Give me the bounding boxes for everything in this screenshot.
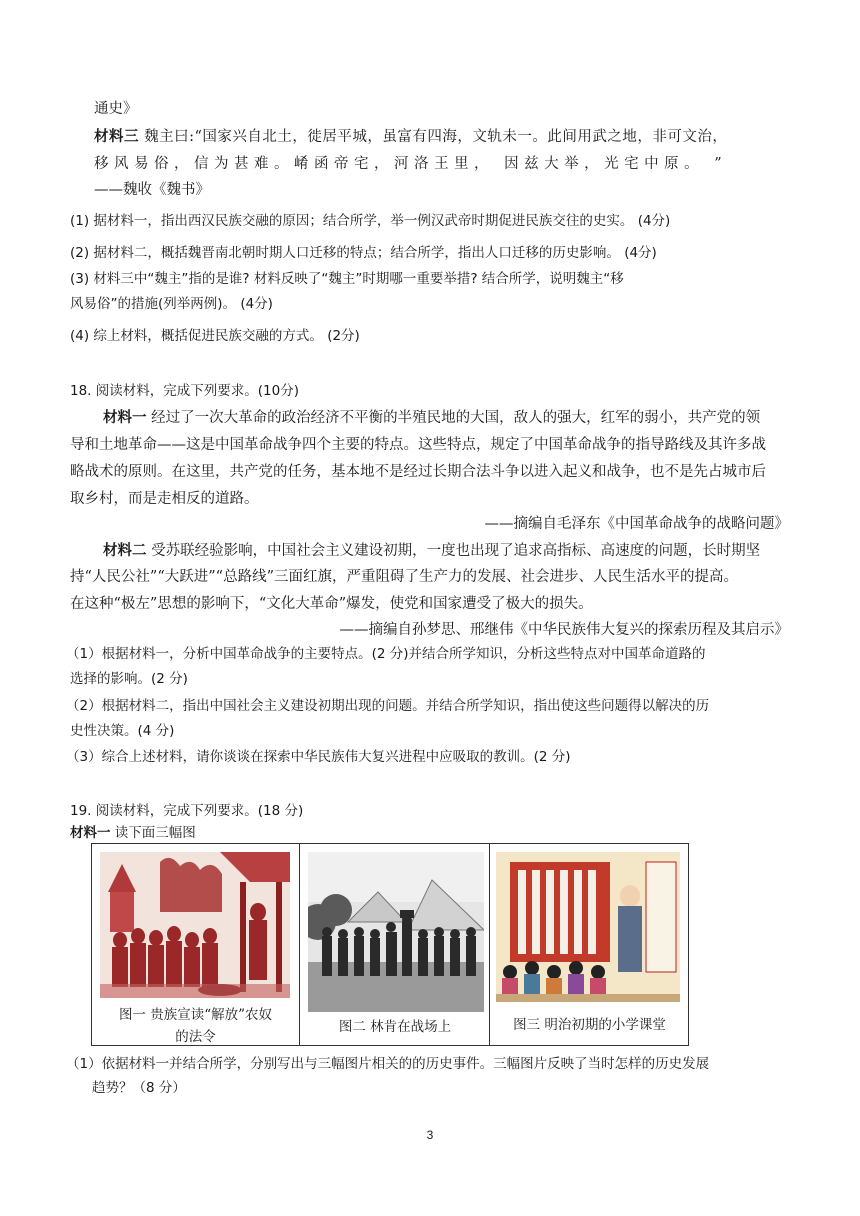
figure-1-caption-line2: 的法令 xyxy=(175,1029,216,1045)
q18-material2-line3: 在这种“极左”思想的影响下，“文化大革命”爆发，使党和国家遭受了极大的损失。 xyxy=(70,596,593,612)
figure-1-illustration xyxy=(100,852,290,998)
page-number: 3 xyxy=(426,1128,434,1142)
q18-material1-line4: 取乡村，而是走相反的道路。 xyxy=(70,491,259,507)
q19-material1-line xyxy=(70,823,196,843)
q18-material1-line3: 略战术的原则。在这里，共产党的任务，基本地不是经过长期合法斗争以进入起义和战争，也不是先占城市后 xyxy=(70,464,766,480)
q18-material1-source: ——摘编自毛泽东《中国革命战争的战略问题》 xyxy=(484,516,789,532)
figure-1-caption-line1: 图一 贵族宣读“解放”农奴 xyxy=(118,1007,273,1023)
q17-subquestion-2: (2) 据材料二，概括魏晋南北朝时期人口迁移的特点；结合所学，指出人口迁移的历史影响。 (4分) xyxy=(70,245,657,261)
figure-2-caption xyxy=(302,1016,488,1038)
figure-2-image xyxy=(308,852,484,1012)
q18-material1-text: 经过了一次大革命的政治经济不平衡的半殖民地的大国，敌人的强大，红军的弱小，共产党的领 xyxy=(146,410,761,426)
q17-material3-label: 材料三 xyxy=(94,128,139,145)
q17-material3-line2: 移风易俗，信为甚难。崤函帝宅，河洛王里， 因兹大举，光宅中原。 ” xyxy=(94,156,728,172)
figure-3-caption xyxy=(492,1014,687,1036)
q18-title: 18. 阅读材料，完成下列要求。(10分) xyxy=(70,383,299,399)
q18-material1-label: 材料一 xyxy=(103,409,147,426)
q19-material1-text: 读下面三幅图 xyxy=(110,825,196,841)
figure-2-cell xyxy=(299,844,489,1045)
q17-material3-line1 xyxy=(94,127,727,147)
q18-subquestion-1-line2: 选择的影响。(2 分) xyxy=(70,671,188,687)
q18-material1-line2: 导和土地革命——这是中国革命战争四个主要的特点。这些特点，规定了中国革命战争的指导路线及其许多战 xyxy=(70,437,766,453)
figure-3-image xyxy=(496,852,680,1002)
q17-subquestion-3-line2: 风易俗”的措施(列举两例)。 (4分) xyxy=(70,296,273,312)
q18-subquestion-2-line1: （2）根据材料二，指出中国社会主义建设初期出现的问题。并结合所学知识，指出使这些问题得以解决的历 xyxy=(66,698,710,714)
figure-1-caption xyxy=(94,1004,297,1048)
figure-1-image xyxy=(100,852,290,998)
q17-material3-source: ——魏收《魏书》 xyxy=(94,182,210,198)
q19-title: 19. 阅读材料，完成下列要求。(18 分) xyxy=(70,803,304,819)
figure-1-cell xyxy=(92,844,299,1045)
q18-material2-source: ——摘编自孙梦思、邢继伟《中华民族伟大复兴的探索历程及其启示》 xyxy=(339,622,789,638)
q19-subquestion-1-line2: 趋势？（8 分） xyxy=(92,1080,186,1096)
q18-material2-label: 材料二 xyxy=(103,542,147,559)
figure-3-illustration xyxy=(496,852,680,1002)
q18-material2-line2: 持“人民公社”“大跃进”“总路线”三面红旗，严重阻碍了生产力的发展、社会进步、人民生活水平的提高。 xyxy=(70,569,738,585)
q17-material3-text: 魏主曰:“国家兴自北土，徙居平城，虽富有四海，文轨未一。此间用武之地，非可文治， xyxy=(139,129,728,145)
q19-material1-label: 材料一 xyxy=(70,825,111,841)
figure-2-caption-line1: 图二 林肯在战场上 xyxy=(338,1019,452,1035)
q18-material2-line1 xyxy=(103,541,760,561)
figure-3-cell xyxy=(489,844,688,1045)
figure-2-illustration xyxy=(308,852,484,1012)
q17-subquestion-1: (1) 据材料一，指出西汉民族交融的原因；结合所学，举一例汉武帝时期促进民族交往的史实。 (4分) xyxy=(70,213,671,229)
q18-subquestion-3: （3）综合上述材料，请你谈谈在探索中华民族伟大复兴进程中应吸取的教训。(2 分) xyxy=(66,749,571,765)
q18-material1-line1 xyxy=(103,408,760,428)
q17-cont-text: 通史》 xyxy=(94,101,138,117)
figure-3-caption-line1: 图三 明治初期的小学课堂 xyxy=(513,1017,666,1033)
q18-subquestion-1-line1: （1）根据材料一，分析中国革命战争的主要特点。(2 分)并结合所学知识，分析这些特点对中国革命道路的 xyxy=(66,646,706,662)
q19-subquestion-1-line1: （1）依据材料一并结合所学，分别写出与三幅图片相关的的历史事件。三幅图片反映了当时怎样的历史发展 xyxy=(66,1056,710,1072)
q17-subquestion-4: (4) 综上材料，概括促进民族交融的方式。 (2分) xyxy=(70,328,360,344)
q18-material2-text: 受苏联经验影响，中国社会主义建设初期，一度也出现了追求高指标、高速度的问题，长时期坚 xyxy=(146,543,761,559)
q17-subquestion-3-line1: (3) 材料三中“魏主”指的是谁? 材料反映了“魏主”时期哪一重要举措? 结合所学，说明魏主“移 xyxy=(70,271,624,287)
q19-figure-table xyxy=(91,843,689,1046)
q18-subquestion-2-line2: 史性决策。(4 分) xyxy=(70,723,175,739)
